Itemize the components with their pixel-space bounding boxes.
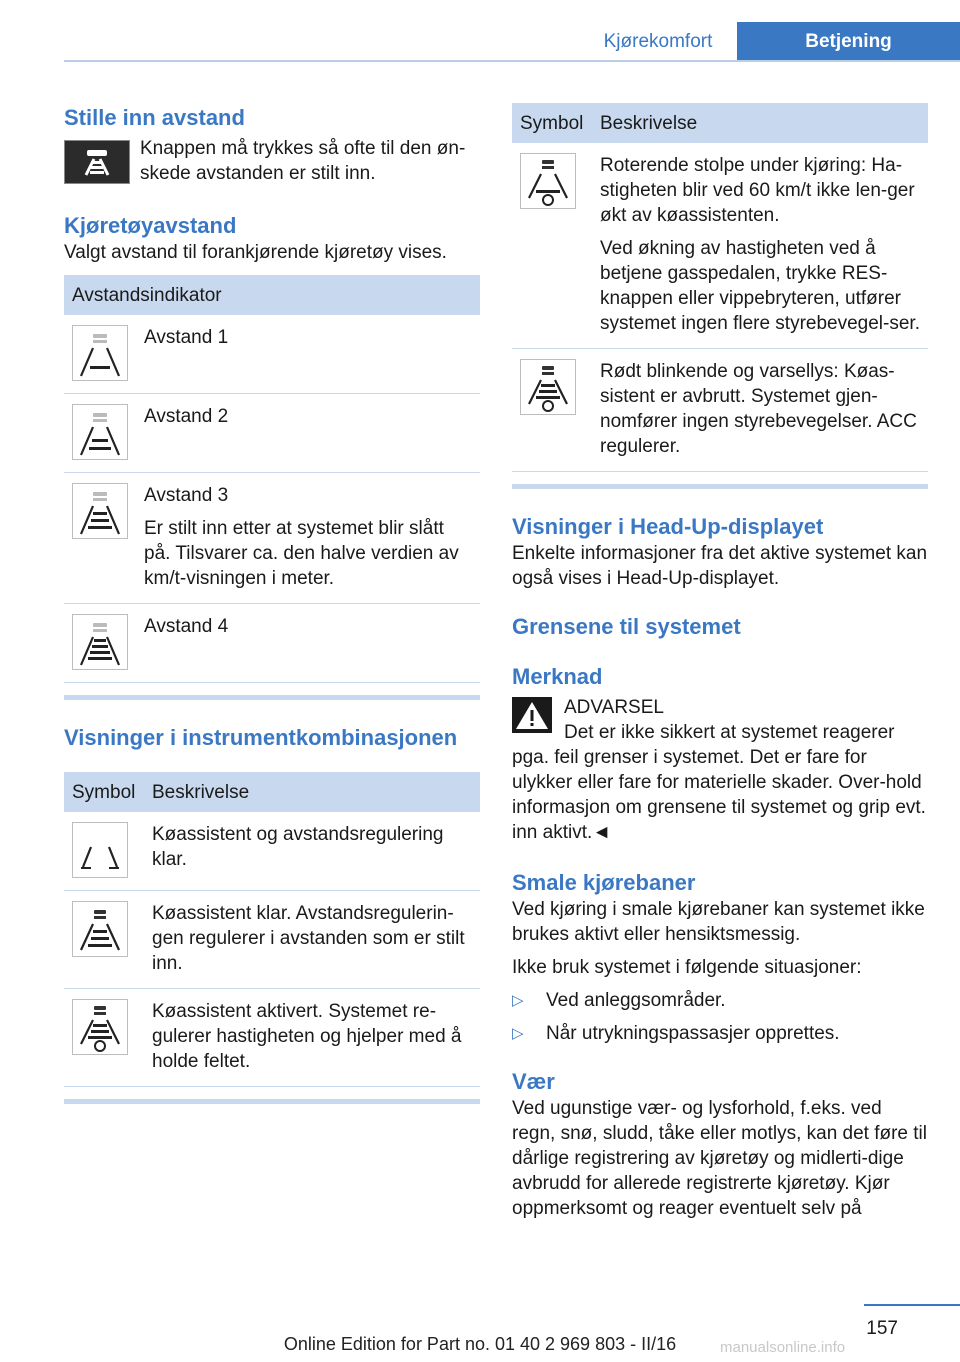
distance-table-header: Avstandsindikator xyxy=(64,275,480,315)
edition-footer: Online Edition for Part no. 01 40 2 969 803 - II/16 xyxy=(283,1334,677,1354)
list-item: ▷ Ved anleggsområder. xyxy=(512,990,726,1011)
section-heading-merknad: Merknad xyxy=(512,664,603,689)
right-row-2-text: Rødt blinkende og varsellys: Køas-sistent er avbrutt. Systemet gjen-nomfører ingen styrebevegelser. ACC regulerer. xyxy=(592,349,928,472)
col-beskrivelse: Beskrivelse xyxy=(592,103,928,143)
table-row xyxy=(64,315,480,394)
distance-3-label: Avstand 3 xyxy=(144,485,229,506)
header-divider xyxy=(64,60,960,62)
distance-3-icon xyxy=(72,483,128,539)
distance-1-icon xyxy=(72,325,128,381)
watermark: manualsonline.info xyxy=(720,1339,846,1356)
warning-title: ADVARSEL xyxy=(564,697,664,718)
table-row xyxy=(64,989,480,1087)
warning-triangle-icon xyxy=(512,697,552,733)
instrument-row-3-text: Køassistent aktivert. Systemet re-gulerer hastigheten og hjelper med å holde feltet. xyxy=(144,989,480,1087)
section-heading-instrument: Visninger i instrumentkombinasjonen xyxy=(64,725,458,750)
symbol-table-continued xyxy=(512,103,928,472)
lane-ready-icon xyxy=(72,822,128,878)
table-row xyxy=(64,473,480,604)
stille-text: Knappen må trykkes så ofte til den øn-skede avstanden er stilt inn. xyxy=(140,138,466,184)
distance-table xyxy=(64,275,480,683)
section-heading-grensene: Grensene til systemet xyxy=(512,614,741,639)
distance-4-label: Avstand 4 xyxy=(136,604,480,683)
distance-1-label: Avstand 1 xyxy=(136,315,480,394)
right-row-1-text2: Ved økning av hastigheten ved å betjene gasspedalen, trykke RES-knappen eller vippebryteren, utfører systemet ingen flere styrebevegel-ser. xyxy=(600,238,920,334)
smale-intro: Ikke bruk systemet i følgende situasjoner: xyxy=(512,957,862,978)
table-end-bar xyxy=(512,484,928,489)
table-row xyxy=(64,891,480,989)
list-item: ▷ Når utrykningspassasjer opprettes. xyxy=(512,1023,840,1044)
table-row xyxy=(512,143,928,349)
col-symbol: Symbol xyxy=(64,772,144,812)
section-heading-kjoretoyavstand: Kjøretøyavstand xyxy=(64,213,237,238)
table-row xyxy=(64,604,480,683)
instrument-row-1-text: Køassistent og avstandsregulering klar. xyxy=(144,812,480,891)
instrument-table xyxy=(64,772,480,1087)
instrument-row-2-text: Køassistent klar. Avstandsregulerin-gen regulerer i avstanden som er stilt inn. xyxy=(144,891,480,989)
table-row xyxy=(64,812,480,891)
table-end-bar xyxy=(64,695,480,700)
lane-car-icon xyxy=(72,901,128,957)
distance-2-icon xyxy=(72,404,128,460)
footer-divider xyxy=(864,1304,960,1306)
col-symbol: Symbol xyxy=(512,103,592,143)
tab-betjening[interactable]: Betjening xyxy=(737,22,960,62)
bullet-triangle-icon: ▷ xyxy=(512,1025,524,1042)
warning-text: pga. feil grenser i systemet. Det er fare for ulykker eller fare for materielle skader. Over-hold informasjon om grensene til systemet og grip evt. inn aktivt.◄ xyxy=(512,747,926,843)
lane-steering-rotating-icon xyxy=(520,153,576,209)
table-end-bar xyxy=(64,1099,480,1104)
bullet-triangle-icon: ▷ xyxy=(512,992,524,1009)
lane-steering-icon xyxy=(72,999,128,1055)
smale-text: Ved kjøring i smale kjørebaner kan systemet ikke brukes aktivt eller hensiktsmessig. xyxy=(512,899,925,945)
distance-button-icon xyxy=(64,140,130,184)
right-column xyxy=(512,103,928,1221)
tab-kjorekomfort[interactable]: Kjørekomfort xyxy=(603,31,713,52)
vaer-text: Ved ugunstige vær- og lysforhold, f.eks. ved regn, snø, sludd, tåke eller motlys, kan det føre til dårlige registrering av kjøretøy og midlerti-dige avbrudd for allerede registrerte kjøretøy. Kjør oppmerksomt og reager eventuelt selv på xyxy=(512,1098,928,1219)
page-number: 157 xyxy=(866,1318,898,1339)
section-heading-stille: Stille inn avstand xyxy=(64,105,245,130)
section-heading-vaer: Vær xyxy=(512,1069,555,1094)
table-row xyxy=(64,394,480,473)
warning-block xyxy=(512,695,928,745)
col-beskrivelse: Beskrivelse xyxy=(144,772,480,812)
distance-3-note: Er stilt inn etter at systemet blir slått på. Tilsvarer ca. den halve verdien av km/t-visningen i meter. xyxy=(144,518,459,589)
left-column xyxy=(64,104,480,1104)
distance-2-label: Avstand 2 xyxy=(136,394,480,473)
kjoretoy-text: Valgt avstand til forankjørende kjøretøy vises. xyxy=(64,242,447,263)
section-heading-hud: Visninger i Head-Up-displayet xyxy=(512,514,824,539)
hud-text: Enkelte informasjoner fra det aktive systemet kan også vises i Head-Up-displayet. xyxy=(512,543,928,589)
stille-block xyxy=(64,136,480,186)
warning-first-line: Det er ikke sikkert at systemet reagerer xyxy=(564,722,895,743)
section-heading-smale: Smale kjørebaner xyxy=(512,870,696,895)
lane-warning-icon xyxy=(520,359,576,415)
right-row-1-text: Roterende stolpe under kjøring: Ha-stigheten blir ved 60 km/t ikke len-ger økt av køassistenten. xyxy=(600,155,915,226)
distance-4-icon xyxy=(72,614,128,670)
table-row xyxy=(512,349,928,472)
